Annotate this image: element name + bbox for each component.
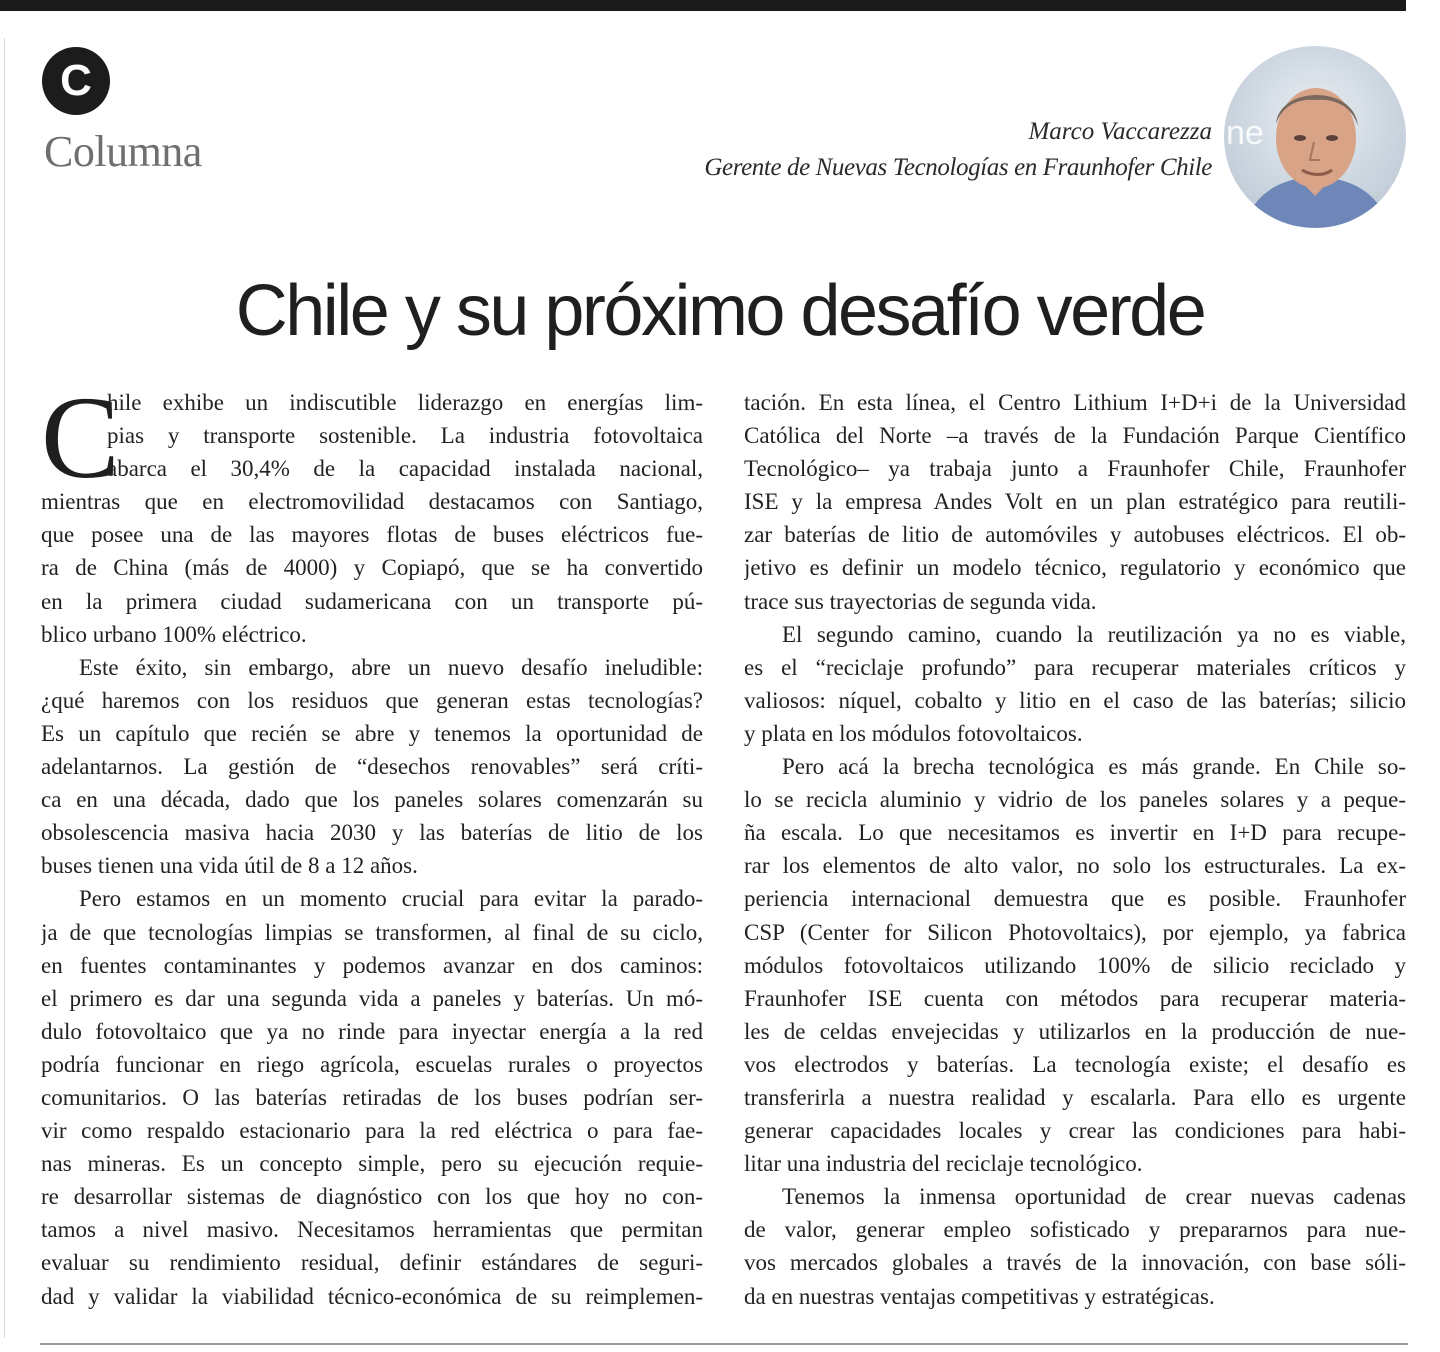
text-line: ra de China (más de 4000) y Copiapó, que se ha convertido [41,555,703,581]
text-line: y plata en los módulos fotovoltaicos. [744,720,1083,746]
text-line: re desarrollar sistemas de diagnóstico con los que hoy no con- [41,1184,703,1210]
text-line: les de celdas envejecidas y utilizarlos en la producción de nue- [744,1018,1406,1044]
text-line: obsolescencia masiva hacia 2030 y las baterías de litio de los [41,820,703,846]
text-line: vos mercados globales a través de la innovación, con base sóli- [744,1250,1406,1276]
text-line: CSP (Center for Silicon Photovoltaics), por ejemplo, ya fabrica [744,919,1406,945]
author-role: Gerente de Nuevas Tecnologías en Fraunhofer Chile [704,154,1212,181]
text-line: rar los elementos de alto valor, no solo los estructurales. La ex- [744,853,1406,879]
text-line: de valor, generar empleo sofisticado y prepararnos para nue- [744,1217,1406,1243]
left-margin-rule [4,38,5,1338]
text-line: blico urbano 100% eléctrico. [41,621,307,647]
text-line: evaluar su rendimiento residual, definir estándares de seguri- [41,1250,703,1276]
author-portrait-icon [1224,46,1406,228]
section-label: Columna [44,127,202,176]
text-line: buses tienen una vida útil de 8 a 12 años. [41,853,418,879]
text-line: Fraunhofer ISE cuenta con métodos para recuperar materia- [744,985,1406,1011]
bottom-rule [40,1343,1408,1345]
text-line: trace sus trayectorias de segunda vida. [744,588,1097,614]
text-line: en fuentes contaminantes y podemos avanzar en dos caminos: [41,952,703,978]
text-line: Tecnológico– ya trabaja junto a Fraunhofer Chile, Fraunhofer [744,456,1406,482]
text-line: zar baterías de litio de automóviles y autobuses eléctricos. El ob- [744,522,1406,548]
text-line: ña escala. Lo que necesitamos es invertir en I+D para recupe- [744,820,1406,846]
text-line: abarca el 30,4% de la capacidad instalada nacional, [107,456,703,482]
portrait-illustration [1224,46,1406,228]
text-line: generar capacidades locales y crear las condiciones para habi- [744,1118,1406,1144]
text-line: mientras que en electromovilidad destacamos con Santiago, [41,489,703,515]
text-line: dad y validar la viabilidad técnico-económica de su reimplemen- [41,1283,703,1309]
svg-text:ne: ne [1226,114,1264,152]
author-name: Marco Vaccarezza [1028,118,1212,145]
text-line: comunitarios. O las baterías retiradas de los buses podrían ser- [41,1084,703,1110]
text-line: tamos a nivel masivo. Necesitamos herramientas que permitan [41,1217,703,1243]
text-line: lo se recicla aluminio y vidrio de los paneles solares y a peque- [744,787,1406,813]
text-line: dulo fotovoltaico que ya no rinde para inyectar energía a la red [41,1018,703,1044]
text-line: vir como respaldo estacionario para la red eléctrica o para fae- [41,1118,703,1144]
text-line: pias y transporte sostenible. La industria fotovoltaica [107,423,703,449]
text-line: nas mineras. Es un concepto simple, pero su ejecución requie- [41,1151,703,1177]
text-line: Pero acá la brecha tecnológica es más grande. En Chile so- [782,754,1406,780]
text-line: vos electrodos y baterías. La tecnología existe; el desafío es [744,1051,1406,1077]
section-badge: C [42,47,110,115]
text-line: el primero es dar una segunda vida a paneles y baterías. Un mó- [41,985,703,1011]
text-line: Este éxito, sin embargo, abre un nuevo desafío ineludible: [79,654,703,680]
text-line: Pero estamos en un momento crucial para evitar la parado- [79,886,703,912]
text-line: da en nuestras ventajas competitivas y estratégicas. [744,1283,1215,1309]
text-line: en la primera ciudad sudamericana con un transporte pú- [41,588,703,614]
text-line: hile exhibe un indiscutible liderazgo en energías lim- [107,390,703,415]
text-line: podría funcionar en riego agrícola, escuelas rurales o proyectos [41,1051,703,1077]
text-line: es el “reciclaje profundo” para recuperar materiales críticos y [744,654,1406,680]
article-headline: Chile y su próximo desafío verde [235,271,1205,351]
text-line: tación. En esta línea, el Centro Lithium I+D+i de la Universidad [744,390,1406,415]
text-line: ISE y la empresa Andes Volt en un plan estratégico para reutili- [744,489,1406,515]
article-column-right [744,386,1406,1313]
text-line: litar una industria del reciclaje tecnológico. [744,1151,1143,1177]
drop-cap: C [41,372,120,503]
article-column-left [41,372,703,1313]
text-line: Es un capítulo que recién se abre y tenemos la oportunidad de [41,720,703,746]
text-line: Tenemos la inmensa oportunidad de crear nuevas cadenas [782,1184,1406,1210]
text-line: módulos fotovoltaicos utilizando 100% de silicio reciclado y [744,952,1406,978]
text-line: adelantarnos. La gestión de “desechos renovables” será críti- [41,754,703,780]
text-line: ¿qué haremos con los residuos que generan estas tecnologías? [41,687,703,713]
text-line: ja de que tecnologías limpias se transformen, al final de su ciclo, [41,919,703,945]
text-line: ca en una década, dado que los paneles solares comenzarán su [41,787,703,813]
text-line: Católica del Norte –a través de la Fundación Parque Científico [744,423,1406,449]
text-line: jetivo es definir un modelo técnico, regulatorio y económico que [744,555,1406,581]
text-line: transferirla a nuestra realidad y escalarla. Para ello es urgente [744,1084,1406,1110]
top-rule [0,0,1406,11]
text-line: que posee una de las mayores flotas de buses eléctricos fue- [41,522,703,548]
text-line: El segundo camino, cuando la reutilización ya no es viable, [782,621,1406,647]
text-line: valiosos: níquel, cobalto y litio en el caso de las baterías; silicio [744,687,1406,713]
text-line: periencia internacional demuestra que es posible. Fraunhofer [744,886,1406,912]
